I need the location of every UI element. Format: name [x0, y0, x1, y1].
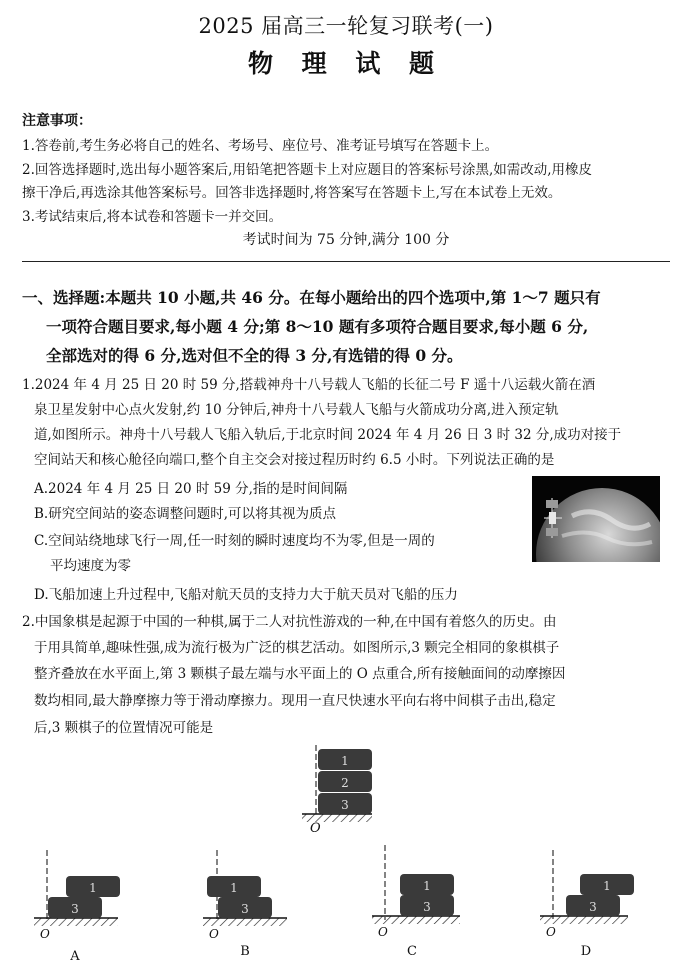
q2-stem-line: 2.中国象棋是起源于中国的一种棋,属于二人对抗性游戏的一种,在中国有着悠久的历史。由 [22, 614, 557, 630]
note-line: 1.答卷前,考生务必将自己的姓名、考场号、座位号、准考证号填写在答题卡上。 [22, 138, 499, 154]
q1-option-c-cont: 平均速度为零 [50, 558, 131, 574]
option-a-label: A [70, 949, 80, 964]
main-stack [302, 745, 372, 836]
section-heading: 一项符合题目要求,每小题 4 分;第 8～10 题有多项符合题目要求,每小题 6 分, [46, 317, 589, 336]
option-b-label: B [240, 944, 250, 959]
option-d-label: D [580, 944, 592, 959]
option-c-label: C [407, 944, 417, 959]
section-heading: 全部选对的得 6 分,选对但不全的得 3 分,有选错的得 0 分。 [46, 346, 463, 365]
option-c-piece-1-label: 1 [423, 879, 431, 893]
q1-stem-line: 空间站天和核心舱径向端口,整个自主交会对接过程历时约 6.5 小时。下列说法正确的是 [34, 452, 555, 468]
option-d-piece-3-label: 3 [589, 900, 597, 914]
main-piece-2-label: 2 [341, 776, 349, 790]
exam-title: 2025 届高三一轮复习联考(一) [198, 14, 494, 38]
q2-stem-line: 于用具简单,趣味性强,成为流行极为广泛的棋艺活动。如图所示,3 颗完全相同的象棋棋子 [34, 640, 560, 656]
q2-stem-line: 后,3 颗棋子的位置情况可能是 [34, 720, 214, 736]
option-c-origin: O [378, 925, 388, 939]
notes-heading: 注意事项： [22, 113, 92, 129]
q1-option-d: D.飞船加速上升过程中,飞船对航天员的支持力大于航天员对飞船的压力 [34, 587, 458, 603]
section-heading: 一、选择题:本题共 10 小题,共 46 分。在每小题给出的四个选项中,第 1～7 题只有 [22, 288, 601, 307]
option-d-figure [540, 850, 634, 959]
note-line: 2.回答选择题时,选出每小题答案后,用铅笔把答题卡上对应题目的答案标号涂黑,如需改动,用橡皮 [22, 162, 593, 178]
option-a-piece-3-label: 3 [71, 902, 79, 916]
option-a-origin: O [40, 927, 50, 941]
option-a-piece-1-label: 1 [89, 881, 97, 895]
main-piece-3-label: 3 [341, 798, 349, 812]
exam-time-info: 考试时间为 75 分钟,满分 100 分 [242, 232, 450, 248]
note-line: 擦干净后,再选涂其他答案标号。回答非选择题时,将答案写在答题卡上,写在本试卷上无效。 [22, 185, 562, 201]
q1-option-c: C.空间站绕地球飞行一周,任一时刻的瞬时速度均不为零,但是一周的 [34, 533, 435, 549]
option-b-figure [203, 850, 287, 959]
option-d-piece-1-label: 1 [603, 879, 611, 893]
subject-title: 物 理 试 题 [247, 49, 445, 78]
q2-stem-line: 数均相同,最大静摩擦力等于滑动摩擦力。现用一直尺快速水平向右将中间棋子击出,稳定 [34, 693, 556, 709]
option-c-piece-3-label: 3 [423, 900, 431, 914]
option-a-figure [34, 850, 120, 964]
option-b-origin: O [209, 927, 219, 941]
origin-label: O [310, 821, 321, 836]
option-b-piece-1-label: 1 [230, 881, 238, 895]
q1-stem-line: 1.2024 年 4 月 25 日 20 时 59 分,搭载神舟十八号载人飞船的长征二号 F 遥十八运载火箭在酒 [22, 377, 596, 393]
q2-stem-line: 整齐叠放在水平面上,第 3 颗棋子最左端与水平面上的 O 点重合,所有接触面间的动摩擦因 [34, 666, 566, 682]
note-line: 3.考试结束后,将本试卷和答题卡一并交回。 [22, 209, 283, 225]
main-piece-1-label: 1 [341, 754, 349, 768]
q1-option-b: B.研究空间站的姿态调整问题时,可以将其视为质点 [34, 506, 337, 522]
q1-option-a: A.2024 年 4 月 25 日 20 时 59 分,指的是时间间隔 [34, 481, 348, 497]
option-d-origin: O [546, 925, 556, 939]
option-b-piece-3-label: 3 [241, 902, 249, 916]
q1-stem-line: 泉卫星发射中心点火发射,约 10 分钟后,神舟十八号载人飞船与火箭成功分离,进入预定轨 [34, 402, 559, 418]
option-c-figure [372, 845, 460, 959]
q1-stem-line: 道,如图所示。神舟十八号载人飞船入轨后,于北京时间 2024 年 4 月 26 日 3 时 32 分,成功对接于 [34, 427, 622, 443]
